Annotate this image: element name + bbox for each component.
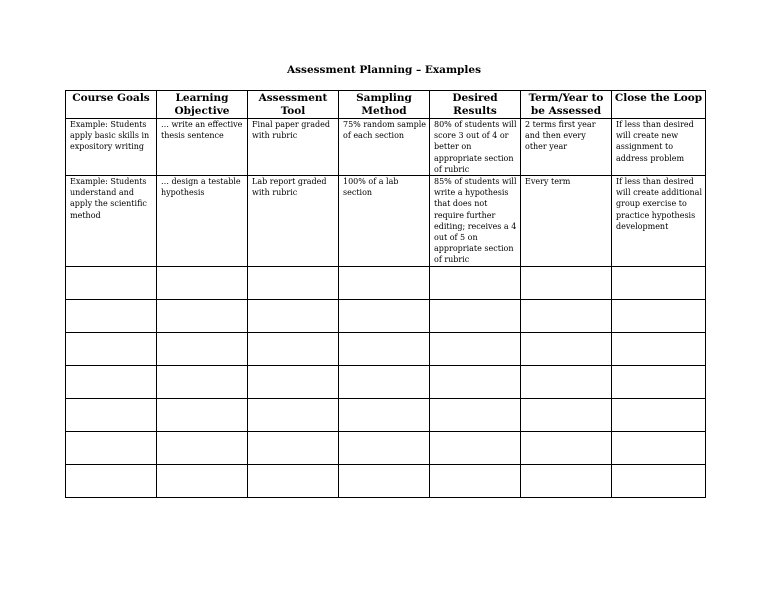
table-row bbox=[66, 176, 706, 267]
table-cell-empty[interactable] bbox=[612, 266, 706, 299]
header-desired-results: Desired Results bbox=[430, 91, 521, 119]
table-row-empty bbox=[66, 365, 706, 398]
table-cell-empty[interactable] bbox=[248, 464, 339, 497]
table-cell-empty[interactable] bbox=[430, 431, 521, 464]
table-cell-empty[interactable] bbox=[430, 398, 521, 431]
cell-text: Example: Students understand and apply the scientific method bbox=[70, 177, 147, 220]
cell-text: 75% random sample of each section bbox=[343, 120, 427, 141]
table-row-empty bbox=[66, 299, 706, 332]
table-cell-empty[interactable] bbox=[612, 332, 706, 365]
table-row-empty bbox=[66, 398, 706, 431]
cell-text: Lab report graded with rubric bbox=[252, 177, 327, 198]
cell-text: 80% of students will score 3 out of 4 or better on appropriate section of rubric bbox=[434, 120, 517, 174]
table-cell-empty[interactable] bbox=[521, 431, 612, 464]
page-title: Assessment Planning – Examples bbox=[287, 64, 481, 76]
table-cell-empty[interactable] bbox=[521, 299, 612, 332]
table-cell bbox=[521, 176, 612, 267]
table-cell-empty[interactable] bbox=[339, 464, 430, 497]
table-row-empty bbox=[66, 266, 706, 299]
table-cell-empty[interactable] bbox=[157, 266, 248, 299]
table-cell-empty[interactable] bbox=[430, 266, 521, 299]
table-cell-empty[interactable] bbox=[612, 299, 706, 332]
table-cell-empty[interactable] bbox=[157, 464, 248, 497]
table-cell-empty[interactable] bbox=[612, 464, 706, 497]
table-cell-empty[interactable] bbox=[66, 299, 157, 332]
table-cell bbox=[248, 119, 339, 176]
table-cell bbox=[339, 119, 430, 176]
table-cell-empty[interactable] bbox=[66, 398, 157, 431]
table-cell bbox=[66, 176, 157, 267]
cell-text: If less than desired will create additional group exercise to practice hypothesis development bbox=[616, 177, 703, 231]
table-cell-empty[interactable] bbox=[157, 332, 248, 365]
header-learning-objective: Learning Objective bbox=[157, 91, 248, 119]
table-cell-empty[interactable] bbox=[248, 431, 339, 464]
table-cell-empty[interactable] bbox=[248, 332, 339, 365]
table-cell-empty[interactable] bbox=[248, 266, 339, 299]
table-cell bbox=[612, 119, 706, 176]
table-cell bbox=[157, 119, 248, 176]
table-cell-empty[interactable] bbox=[521, 365, 612, 398]
table-cell-empty[interactable] bbox=[430, 365, 521, 398]
cell-text: If less than desired will create new assignment to address problem bbox=[616, 120, 694, 163]
empty-rows bbox=[66, 266, 706, 497]
table-row bbox=[66, 119, 706, 176]
table-cell-empty[interactable] bbox=[157, 365, 248, 398]
table-row-empty bbox=[66, 464, 706, 497]
table-cell-empty[interactable] bbox=[66, 266, 157, 299]
header-term-year: Term/Year to be Assessed bbox=[521, 91, 612, 119]
table-cell-empty[interactable] bbox=[339, 332, 430, 365]
table-cell bbox=[612, 176, 706, 267]
table-cell-empty[interactable] bbox=[248, 299, 339, 332]
table-cell-empty[interactable] bbox=[521, 332, 612, 365]
cell-text: … write an effective thesis sentence bbox=[161, 120, 243, 141]
table-row-empty bbox=[66, 332, 706, 365]
table-cell-empty[interactable] bbox=[339, 299, 430, 332]
table-cell-empty[interactable] bbox=[248, 365, 339, 398]
table-cell-empty[interactable] bbox=[430, 464, 521, 497]
table-cell-empty[interactable] bbox=[66, 332, 157, 365]
table-cell-empty[interactable] bbox=[521, 266, 612, 299]
table-cell bbox=[339, 176, 430, 267]
header-sampling-method: Sampling Method bbox=[339, 91, 430, 119]
table-cell-empty[interactable] bbox=[339, 266, 430, 299]
cell-text: … design a testable hypothesis bbox=[161, 177, 241, 198]
cell-text: 100% of a lab section bbox=[343, 177, 399, 198]
table-cell bbox=[248, 176, 339, 267]
table-cell-empty[interactable] bbox=[66, 464, 157, 497]
table-cell-empty[interactable] bbox=[430, 299, 521, 332]
table-row-empty bbox=[66, 431, 706, 464]
table-cell-empty[interactable] bbox=[612, 365, 706, 398]
table-cell-empty[interactable] bbox=[612, 398, 706, 431]
table-cell-empty[interactable] bbox=[521, 398, 612, 431]
table-cell-empty[interactable] bbox=[157, 431, 248, 464]
table-cell-empty[interactable] bbox=[66, 365, 157, 398]
cell-text: 2 terms first year and then every other year bbox=[525, 120, 596, 152]
table-cell-empty[interactable] bbox=[157, 398, 248, 431]
assessment-table bbox=[65, 90, 706, 498]
table-header-row bbox=[66, 91, 706, 119]
header-course-goals: Course Goals bbox=[66, 91, 157, 119]
table-cell-empty[interactable] bbox=[430, 332, 521, 365]
cell-text: Every term bbox=[525, 177, 571, 187]
table-cell bbox=[157, 176, 248, 267]
table-cell-empty[interactable] bbox=[66, 431, 157, 464]
table-cell bbox=[66, 119, 157, 176]
table-cell-empty[interactable] bbox=[612, 431, 706, 464]
table-cell bbox=[430, 176, 521, 267]
table-cell bbox=[430, 119, 521, 176]
header-assessment-tool: Assessment Tool bbox=[248, 91, 339, 119]
cell-text: 85% of students will write a hypothesis that does not require further editing; receives a 4 out of 5 on appropriate section of rubric bbox=[434, 177, 517, 265]
header-close-the-loop: Close the Loop bbox=[612, 91, 706, 119]
cell-text: Final paper graded with rubric bbox=[252, 120, 330, 141]
table-cell bbox=[521, 119, 612, 176]
table-cell-empty[interactable] bbox=[339, 365, 430, 398]
cell-text: Example: Students apply basic skills in expository writing bbox=[70, 120, 150, 152]
table-cell-empty[interactable] bbox=[339, 431, 430, 464]
table-cell-empty[interactable] bbox=[248, 398, 339, 431]
table-cell-empty[interactable] bbox=[339, 398, 430, 431]
table-cell-empty[interactable] bbox=[521, 464, 612, 497]
table-cell-empty[interactable] bbox=[157, 299, 248, 332]
